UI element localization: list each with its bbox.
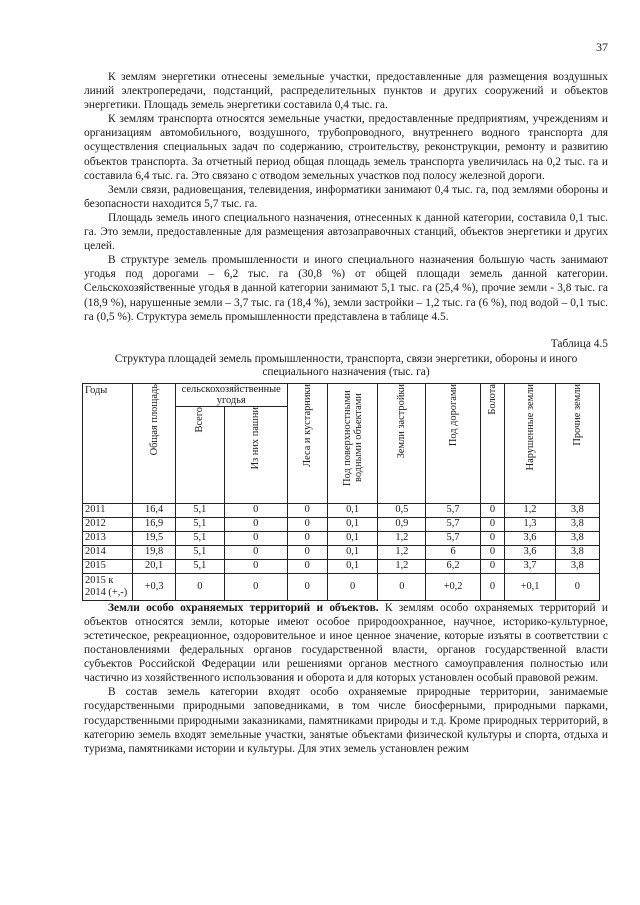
cell: 5,7 xyxy=(426,503,480,517)
cell: 2014 xyxy=(83,545,133,559)
header-agri-arable: Из них пашни xyxy=(224,406,287,503)
cell: 5,1 xyxy=(175,503,224,517)
cell: 16,4 xyxy=(133,503,175,517)
paragraph-structure: В структуре земель промышленности и иного специального назначения большую часть занимают угодья под дорогами – 6,2 тыс. га (30,8 %) от общей площади земель данной категории. Сельскохозяйственные угодья в данной категории занимают 5,1 тыс. га (25,4 %), прочие земли - 3,8 тыс. га (18,9 %), нарушенные земли – 3,7 тыс. га (18,4 %), земли застройки – 1,2 тыс. га (6 %), под водой – 0,1 тыс. га (0,5 %). Структура земель промышленности представлена в таблице 4.5. xyxy=(84,254,608,323)
cell: 0 xyxy=(480,517,505,531)
cell: 0 xyxy=(224,559,287,573)
cell: 0,9 xyxy=(378,517,426,531)
cell: 6 xyxy=(426,545,480,559)
cell: 0 xyxy=(378,573,426,600)
table-row xyxy=(83,517,600,531)
cell: 3,6 xyxy=(505,545,555,559)
header-forest: Леса и кустарники xyxy=(287,383,327,503)
cell: 3,8 xyxy=(555,531,599,545)
cell: 16,9 xyxy=(133,517,175,531)
protected-heading: Земли особо охраняемых территорий и объектов. xyxy=(108,601,379,614)
cell: 3,8 xyxy=(555,503,599,517)
cell: 19,5 xyxy=(133,531,175,545)
cell: 5,7 xyxy=(426,531,480,545)
cell: 0 xyxy=(287,573,327,600)
cell: 2011 xyxy=(83,503,133,517)
cell: 2013 xyxy=(83,531,133,545)
cell: 0,5 xyxy=(378,503,426,517)
table-row-change xyxy=(83,573,600,600)
cell: 0 xyxy=(287,517,327,531)
cell: 2015 xyxy=(83,559,133,573)
cell: 3,7 xyxy=(505,559,555,573)
cell: 2015 к 2014 (+,-) xyxy=(83,573,133,600)
cell: 5,1 xyxy=(175,531,224,545)
cell: 2012 xyxy=(83,517,133,531)
paragraph-communications: Земли связи, радиовещания, телевидения, информатики занимают 0,4 тыс. га, под землями обороны и безопасности находится 5,7 тыс. га. xyxy=(84,183,608,210)
header-other: Прочие земли xyxy=(555,383,599,503)
table-row xyxy=(83,545,600,559)
page-number: 37 xyxy=(596,40,608,54)
cell: 3,8 xyxy=(555,545,599,559)
cell: 0 xyxy=(224,545,287,559)
cell: 0 xyxy=(224,573,287,600)
table-title: Структура площадей земель промышленности, транспорта, связи энергетики, обороны и иного специального назначения (тыс. га) xyxy=(114,352,578,379)
header-agri-group: сельскохозяйственные угодья xyxy=(175,383,287,406)
cell: 0,1 xyxy=(327,545,377,559)
header-buildings: Земли застройки xyxy=(378,383,426,503)
cell: 3,6 xyxy=(505,531,555,545)
cell: 0 xyxy=(480,503,505,517)
cell: 19,8 xyxy=(133,545,175,559)
header-total: Общая площадь xyxy=(133,383,175,503)
page-content xyxy=(84,70,608,756)
cell: 1,2 xyxy=(378,545,426,559)
cell: 0 xyxy=(224,531,287,545)
cell: 0 xyxy=(480,559,505,573)
cell: 0,1 xyxy=(327,503,377,517)
header-agri-all: Всего xyxy=(175,406,224,503)
cell: 0 xyxy=(287,559,327,573)
header-years: Годы xyxy=(83,383,133,503)
cell: +0,1 xyxy=(505,573,555,600)
cell: 0 xyxy=(555,573,599,600)
cell: 5,7 xyxy=(426,517,480,531)
cell: 0,1 xyxy=(327,559,377,573)
cell: 6,2 xyxy=(426,559,480,573)
paragraph-special: Площадь земель иного специального назначения, отнесенных к данной категории, составила 0,1 тыс. га. Это земли, предоставленные для размещения автозаправочных станций, объектов энергетики и других целей. xyxy=(84,211,608,253)
cell: 3,8 xyxy=(555,517,599,531)
cell: +0,3 xyxy=(133,573,175,600)
cell: 20,1 xyxy=(133,559,175,573)
cell: 0 xyxy=(287,503,327,517)
cell: 0 xyxy=(480,545,505,559)
cell: +0,2 xyxy=(426,573,480,600)
cell: 0 xyxy=(287,545,327,559)
paragraph-transport: К землям транспорта относятся земельные участки, предоставленные предприятиям, учреждениям и организациям автомобильного, воздушного, трубопроводного, внутреннего водного транспорта для осуществления специальных задач по содержанию, строительству, реконструкции, ремонту и развитию объектов транспорта. За отчетный период общая площадь земель транспорта увеличилась на 0,2 тыс. га и составила 6,4 тыс. га. Это связано с отводом земельных участков под полосу железной дороги. xyxy=(84,113,608,182)
cell: 1,2 xyxy=(378,531,426,545)
cell: 1,3 xyxy=(505,517,555,531)
header-water: Под поверхностными водными объектами xyxy=(327,383,377,503)
paragraph-protected-2: В состав земель категории входят особо охраняемые природные территории, занимаемые государственными природными заповедниками, в том числе биосферными, природными парками, государственными природными заказниками, памятниками природы и т.д. Кроме природных территорий, в категорию земель входят земельные участки, занятые объектами физической культуры и спорта, отдыха и туризма, памятниками истории и культуры. Для этих земель установлен режим xyxy=(84,686,608,755)
table-row xyxy=(83,531,600,545)
table-row xyxy=(83,559,600,573)
cell: 0 xyxy=(175,573,224,600)
cell: 5,1 xyxy=(175,559,224,573)
cell: 1,2 xyxy=(505,503,555,517)
land-structure-table xyxy=(82,383,600,601)
cell: 0,1 xyxy=(327,517,377,531)
cell: 0 xyxy=(224,503,287,517)
cell: 0 xyxy=(287,531,327,545)
cell: 0 xyxy=(480,573,505,600)
cell: 5,1 xyxy=(175,545,224,559)
header-disturbed: Нарушенные земли xyxy=(505,383,555,503)
header-roads: Под дорогами xyxy=(426,383,480,503)
protected-text: К землям особо охраняемых территорий и объектов относятся земли, которые имеют особое природоохранное, научное, историко-культурное, эстетическое, рекреационное, оздоровительное и иное ценное значение, которые изъяты в соответствии с постановлениями федеральных органов государственной власти, органов государственной власти субъектов Российской Федерации или решениями органов местного самоуправления полностью или частично из хозяйственного использования и оборота и для которых установлен особый правовой режим. xyxy=(84,601,608,685)
cell: 0,1 xyxy=(327,531,377,545)
cell: 0 xyxy=(327,573,377,600)
cell: 0 xyxy=(224,517,287,531)
cell: 0 xyxy=(480,531,505,545)
paragraph-energy: К землям энергетики отнесены земельные участки, предоставленные для размещения воздушных линий электропередачи, подстанций, распределительных пунктов и других сооружений и объектов энергетики. Площадь земель энергетики составила 0,4 тыс. га. xyxy=(84,71,608,112)
cell: 1,2 xyxy=(378,559,426,573)
paragraph-protected xyxy=(84,601,608,686)
header-swamps: Болота xyxy=(480,383,505,503)
table-row xyxy=(83,503,600,517)
cell: 5,1 xyxy=(175,517,224,531)
table-caption: Таблица 4.5 xyxy=(550,337,608,350)
cell: 3,8 xyxy=(555,559,599,573)
